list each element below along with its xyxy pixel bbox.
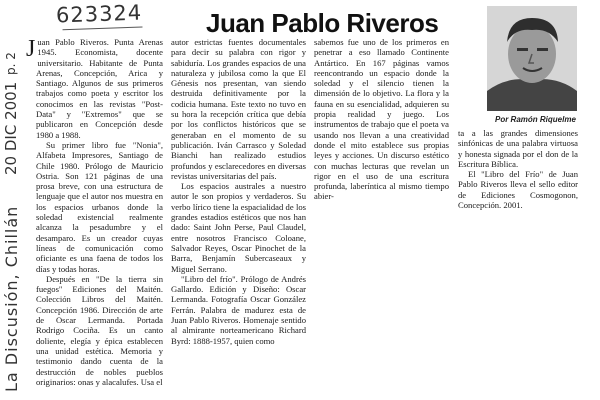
article-column-3 — [314, 37, 449, 202]
article-column-2 — [171, 37, 306, 346]
byline: Por Ramón Riquelme — [495, 115, 576, 124]
margin-source-note: La Discusión, Chillán — [2, 205, 21, 392]
author-portrait-photo — [487, 6, 577, 111]
paragraph: Después en "De la tierra sin fuegos" Ediciones del Maitén. Colección Libros del Maitén. Concepción 1986. Dirección de arte de Oscar Lermanda. Portada Rodrigo Cociña. Es un canto doliente, elegía y épica establecen una unidad estética. Memoria y testimonio dando cuenta de la destrucción de nobles pueblos originarios: onas y alacalufes. Usa el — [36, 273, 163, 387]
paragraph: autor estrictas fuentes documentales para decir su palabra con rigor y sabiduría. Los grandes espacios de una naturaleza y jubilosa como la que El Génesis nos presentan, van siendo destruida definitivamente por la codicia humana. Este texto no tuvo en su hora la recepción crítica que debía por los conflictos históricos que se generaban en el momento de su publicación. Iván Carrasco y Soledad Bianchi han realizado estudios profundos y esclarecedores en diversas revistas universitarias del país. — [171, 37, 306, 181]
headline: Juan Pablo Riveros — [206, 8, 439, 38]
paragraph: sabemos fue uno de los primeros en penetrar a eso llamado Continente Antártico. En 167 páginas vamos reencontrando un espacio donde la soledad y el silencio tienen la dimensión de lo objetivo. La flora y la fauna en su esencialidad, adquieren su propia realidad y juego. Los instrumentos de trabajo que el poeta va usando nos llevan a una creatividad donde el mito establece sus propias leyes y acciones. Un discurso estético con muchas lecturas que revelan un rigor en el uso de una escritura profunda, laberíntica al mismo tiempo abier- — [314, 37, 449, 202]
paragraph: "Libro del frío". Prólogo de Andrés Gallardo. Edición y Diseño: Oscar Lermanda. Fotografía Oscar González Ferrán. Palabra de madurez esta de Juan Pablo Riveros. Homenaje sentido al almirante norteamericano Richard Byrd: 1888-1957, quien como — [171, 273, 306, 346]
margin-page-note: p. 2 — [4, 52, 18, 75]
article-column-4 — [458, 128, 578, 210]
article-column-1 — [26, 36, 163, 387]
author-portrait-icon — [487, 6, 577, 111]
drop-cap: J — [26, 36, 36, 62]
paragraph: ta a las grandes dimensiones sinfónicas de una palabra virtuosa y honesta signada por el don de la Escritura Bíblica. — [458, 128, 578, 169]
paragraph: Juan Pablo Riveros. Punta Arenas 1945. Economista, docente universitario. Habitante de Punta Arenas, Concepción, Arica y Santiago. Algunos de sus primeros trabajos como poeta y escritor los conocimos en las revistas "Post-Data" y "Extremos" que se publicaron en Concepción desde 1980 a 1988. — [26, 36, 163, 140]
paragraph: Su primer libro fue "Nonia", Alfabeta Impresores, Santiago de Chile 1980. Prólogo de Mauricio Ostria. Son 121 páginas de una prosa breve, con una estructura de lenguaje que el autor nos muestra en los espacios urbanos donde la soledad existencial realmente alcanza la pesadumbre y el desamparo. Es un creador cuyas líneas de comunicación como oficiante es una faena de todos los días y todas horas. — [36, 139, 163, 274]
paragraph: El "Libro del Frío" de Juan Pablo Riveros lleva el sello editor de Ediciones Cosmogonon, Concepción. 2001. — [458, 169, 578, 211]
catalog-number: 623324 — [56, 1, 143, 28]
paragraph: Los espacios australes a nuestro autor le son propios y verdaderos. Su verbo lírico tiene la espacialidad de los grandes estadios estéticos que nos han dado: Saint John Perse, Paul Claudel, entre nosotros Francisco Coloane, Salvador Reyes, Oscar Pinochet de la Barra, Benjamín Subercaseaux y Miguel Serrano. — [171, 181, 306, 274]
margin-date-note: 20 DIC 2001 — [2, 81, 20, 175]
